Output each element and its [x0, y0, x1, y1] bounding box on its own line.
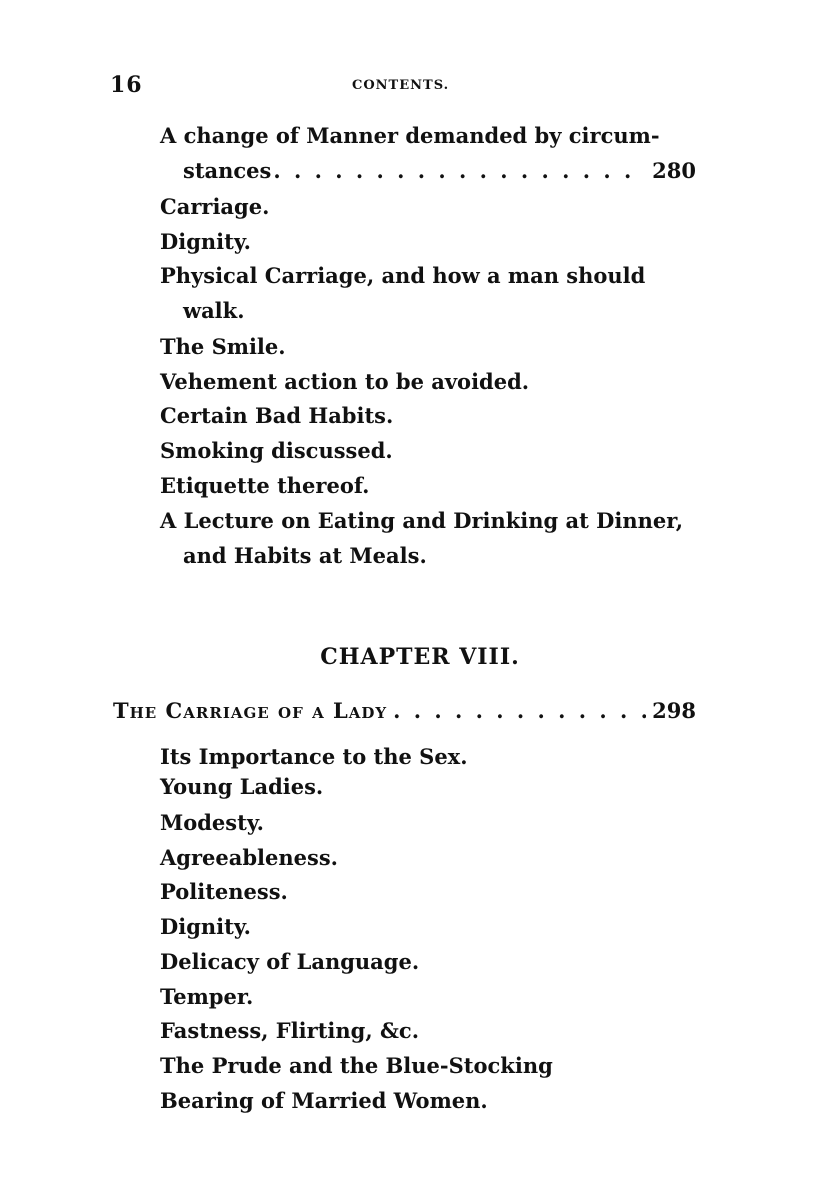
dot-leader: [273, 158, 646, 183]
toc-entry: Temper.: [160, 984, 254, 1009]
toc-entry: Dignity.: [160, 229, 251, 254]
toc-entry-continuation: and Habits at Meals.: [183, 543, 427, 568]
dot-leader: [393, 698, 646, 723]
toc-entry: Certain Bad Habits.: [160, 403, 394, 428]
chapter-page-number: 298: [652, 698, 696, 723]
toc-entry: Carriage.: [160, 194, 270, 219]
toc-entry: Modesty.: [160, 810, 264, 835]
running-head: CONTENTS.: [352, 78, 450, 93]
toc-entry: Vehement action to be avoided.: [160, 369, 530, 394]
chapter-title-line: [113, 698, 696, 723]
toc-entry: Smoking discussed.: [160, 438, 393, 463]
toc-entry: Its Importance to the Sex.: [160, 744, 468, 769]
toc-entry: A Lecture on Eating and Drinking at Dinner,: [160, 508, 684, 533]
toc-entry: Etiquette thereof.: [160, 473, 370, 498]
chapter-heading: CHAPTER VIII.: [320, 644, 520, 670]
toc-entry: Physical Carriage, and how a man should: [160, 263, 646, 288]
toc-entry-continuation: stances: [183, 158, 272, 183]
toc-entry: The Prude and the Blue-Stocking: [160, 1053, 553, 1078]
toc-entry: A change of Manner demanded by circum-: [160, 123, 660, 148]
toc-entry: The Smile.: [160, 334, 286, 359]
toc-page-number: 280: [652, 158, 696, 183]
toc-entry-continuation: walk.: [183, 298, 245, 323]
toc-entry: Young Ladies.: [160, 774, 324, 799]
toc-entry: Agreeableness.: [160, 845, 338, 870]
toc-entry: Politeness.: [160, 879, 288, 904]
chapter-title: The Carriage of a Lady: [113, 698, 388, 723]
toc-entry: Delicacy of Language.: [160, 949, 420, 974]
toc-entry-with-page: [183, 158, 696, 183]
toc-entry: Dignity.: [160, 914, 251, 939]
toc-entry: Bearing of Married Women.: [160, 1088, 488, 1113]
toc-entry: Fastness, Flirting, &c.: [160, 1018, 420, 1043]
page-number: 16: [110, 72, 143, 98]
